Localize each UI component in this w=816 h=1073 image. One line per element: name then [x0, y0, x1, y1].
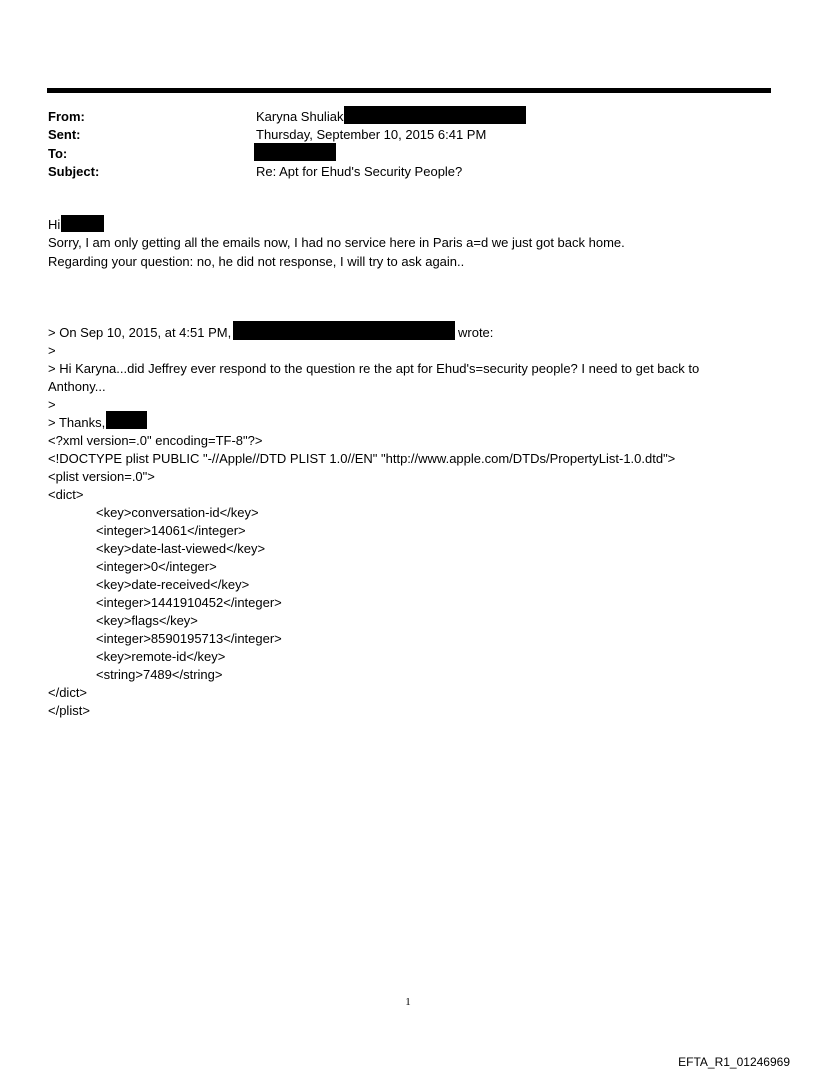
body-line: Sorry, I am only getting all the emails now, I had no service here in Paris a=d we just got back home. [48, 235, 625, 250]
subject-label: Subject: [48, 164, 100, 179]
sent-value: Thursday, September 10, 2015 6:41 PM [256, 127, 487, 142]
xml-line: </dict> [48, 685, 88, 700]
xml-line: <key>conversation-id</key> [96, 505, 259, 520]
redaction-box [254, 143, 336, 161]
quote-line: > Hi Karyna...did Jeffrey ever respond to the question re the apt for Ehud's=security people? I need to get back to [48, 361, 700, 376]
quote-header-prefix: > On Sep 10, 2015, at 4:51 PM, [48, 325, 232, 340]
xml-line: <key>flags</key> [96, 613, 198, 628]
xml-line: <integer>14061</integer> [96, 523, 246, 538]
xml-line: <?xml version=.0" encoding=TF-8"?> [48, 433, 263, 448]
quote-marker: > [48, 397, 56, 412]
xml-line: <key>date-last-viewed</key> [96, 541, 266, 556]
to-label: To: [48, 146, 68, 161]
xml-line: <plist version=.0"> [48, 469, 155, 484]
header-rule [47, 88, 771, 93]
greeting: Hi [48, 217, 61, 232]
xml-line: <integer>8590195713</integer> [96, 631, 282, 646]
xml-line: <string>7489</string> [96, 667, 223, 682]
redaction-box [344, 106, 526, 124]
quote-header-suffix: wrote: [458, 325, 494, 340]
xml-line: </plist> [48, 703, 90, 718]
xml-line: <dict> [48, 487, 84, 502]
redaction-box [233, 321, 455, 340]
bates-number: EFTA_R1_01246969 [678, 1055, 790, 1069]
xml-line: <integer>1441910452</integer> [96, 595, 282, 610]
quote-line: Anthony... [48, 379, 106, 394]
quote-thanks: > Thanks, [48, 415, 106, 430]
xml-line: <!DOCTYPE plist PUBLIC "-//Apple//DTD PLIST 1.0//EN" "http://www.apple.com/DTDs/PropertyList-1.0.dtd"> [48, 451, 676, 466]
xml-line: <integer>0</integer> [96, 559, 217, 574]
page-number: 1 [405, 996, 411, 1008]
from-value: Karyna Shuliak [256, 109, 344, 124]
redaction-box [61, 215, 104, 232]
xml-line: <key>date-received</key> [96, 577, 250, 592]
sent-label: Sent: [48, 127, 81, 142]
from-label: From: [48, 109, 85, 124]
xml-line: <key>remote-id</key> [96, 649, 226, 664]
subject-value: Re: Apt for Ehud's Security People? [256, 164, 463, 179]
quote-marker: > [48, 343, 56, 358]
body-line: Regarding your question: no, he did not response, I will try to ask again.. [48, 254, 465, 269]
redaction-box [106, 411, 147, 429]
